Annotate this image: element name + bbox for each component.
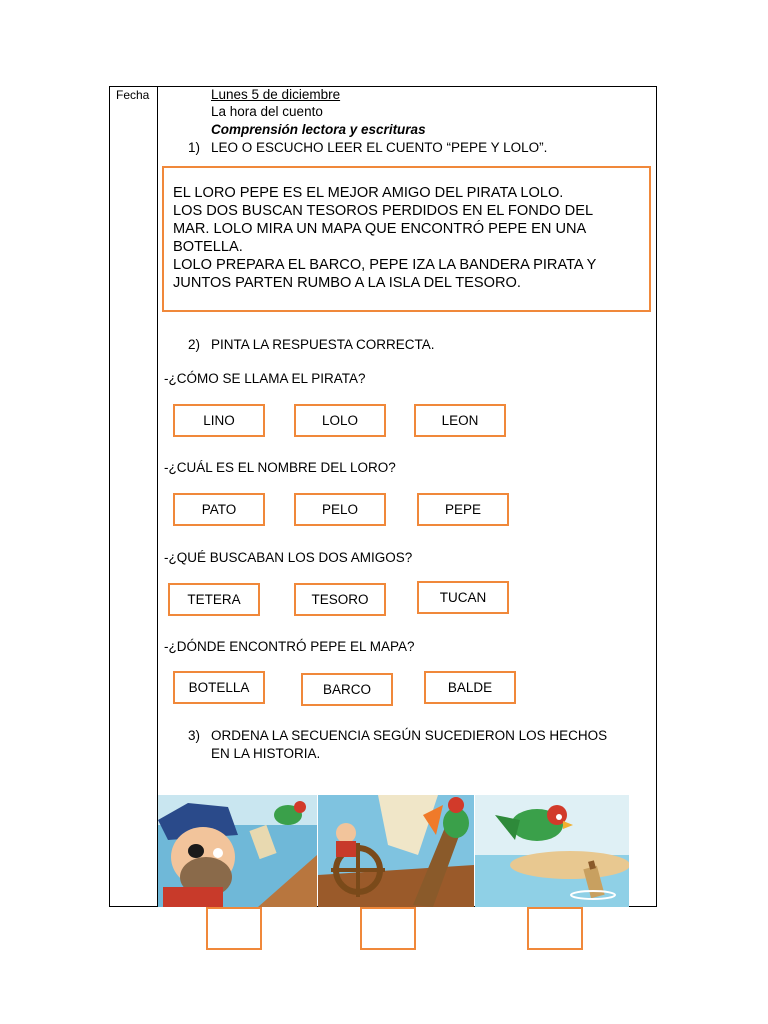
option-balde[interactable]: BALDE [424,671,516,704]
pirate-map-illustration [158,795,317,907]
option-leon[interactable]: LEON [414,404,506,437]
option-tucan[interactable]: TUCAN [417,581,509,614]
instruction-2-text: PINTA LA RESPUESTA CORRECTA. [211,337,435,352]
topic-heading: Comprensión lectora y escrituras [211,122,426,137]
story-line: LOS DOS BUSCAN TESOROS PERDIDOS EN EL FONDO DEL [173,203,594,219]
option-tesoro[interactable]: TESORO [294,583,386,616]
option-pato[interactable]: PATO [173,493,265,526]
option-botella[interactable]: BOTELLA [173,671,265,704]
option-pelo[interactable]: PELO [294,493,386,526]
option-tetera[interactable]: TETERA [168,583,260,616]
parrot-bottle-illustration [475,795,629,907]
story-line: LOLO PREPARA EL BARCO, PEPE IZA LA BANDERA PIRATA Y [173,257,597,273]
instruction-1-text: LEO O ESCUCHO LEER EL CUENTO “PEPE Y LOLO”. [211,140,548,155]
subject-heading: La hora del cuento [211,104,323,119]
instruction-1-number: 1) [188,140,201,155]
story-line: EL LORO PEPE ES EL MEJOR AMIGO DEL PIRATA LOLO. [173,185,564,201]
sequence-image-parrot-bottle [475,795,629,907]
option-lolo[interactable]: LOLO [294,404,386,437]
column-divider [157,86,158,907]
date-heading: Lunes 5 de diciembre [211,87,341,102]
sequence-answer-box-1[interactable] [206,907,262,950]
ship-wheel-illustration [318,795,474,907]
instruction-3-line-2: EN LA HISTORIA. [211,746,321,761]
story-line: JUNTOS PARTEN RUMBO A LA ISLA DEL TESORO. [173,275,521,291]
question-where-map: -¿DÓNDE ENCONTRÓ PEPE EL MAPA? [164,639,415,654]
sequence-image-pirate-map [158,795,317,907]
story-line: MAR. LOLO MIRA UN MAPA QUE ENCONTRÓ PEPE EN UNA [173,221,587,237]
fecha-label: Fecha [116,88,150,102]
story-box [162,166,651,312]
question-what-searched: -¿QUÉ BUSCABAN LOS DOS AMIGOS? [164,550,413,565]
option-barco[interactable]: BARCO [301,673,393,706]
question-pirate-name: -¿CÓMO SE LLAMA EL PIRATA? [164,371,366,386]
sequence-answer-box-3[interactable] [527,907,583,950]
instruction-2-number: 2) [188,337,201,352]
option-pepe[interactable]: PEPE [417,493,509,526]
sequence-image-ship-wheel [318,795,474,907]
instruction-3-number: 3) [188,728,201,743]
instruction-3-line-1: ORDENA LA SECUENCIA SEGÚN SUCEDIERON LOS HECHOS [211,728,608,743]
sequence-answer-box-2[interactable] [360,907,416,950]
story-line: BOTELLA. [173,239,243,255]
question-parrot-name: -¿CUÁL ES EL NOMBRE DEL LORO? [164,460,396,475]
option-lino[interactable]: LINO [173,404,265,437]
